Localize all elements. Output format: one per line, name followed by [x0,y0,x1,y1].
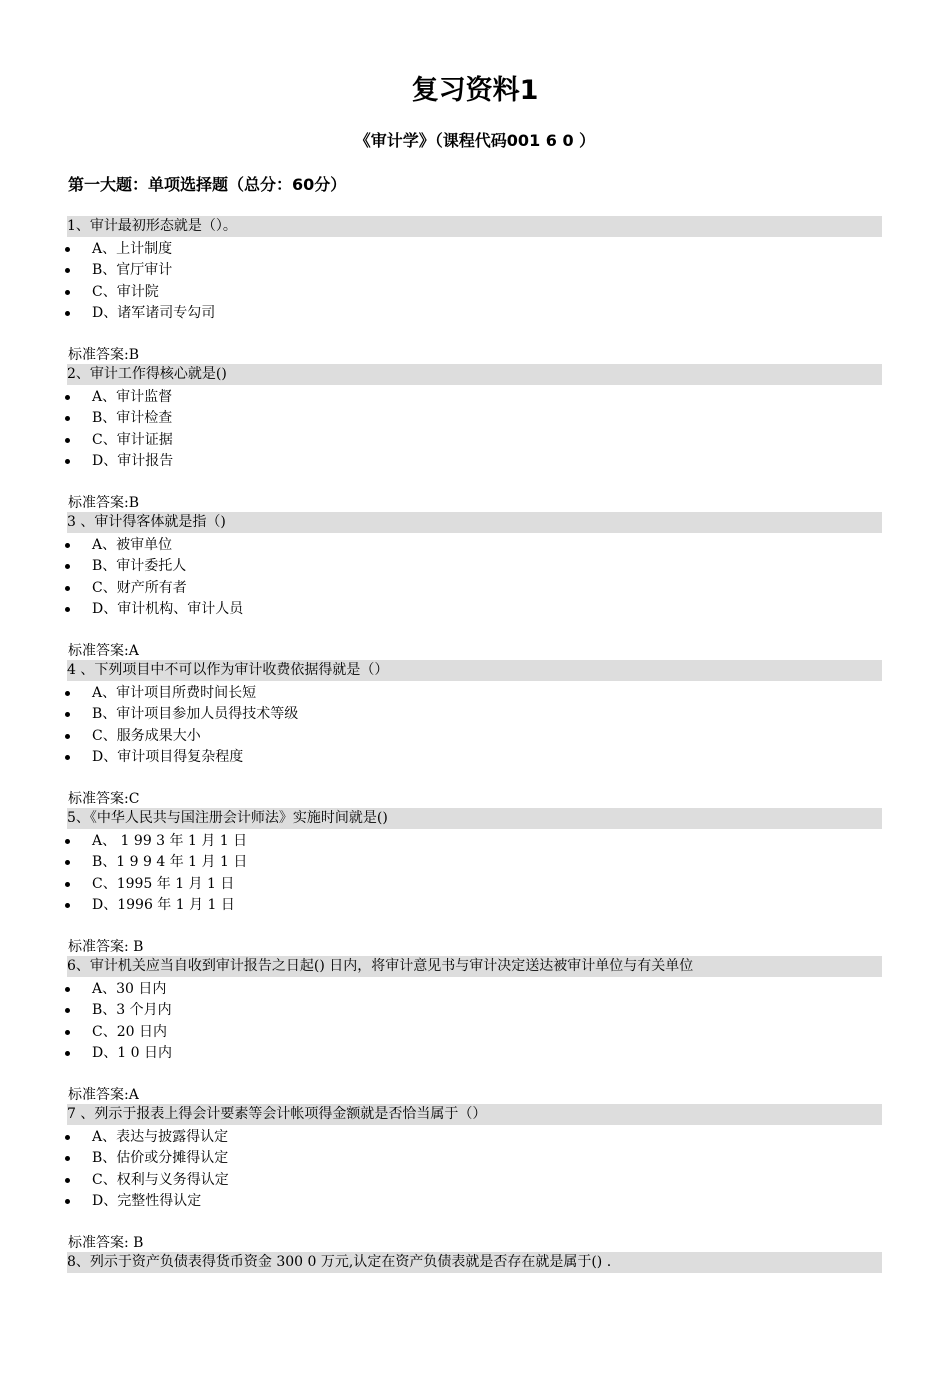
question-list [0,216,950,1400]
question-item [0,364,950,512]
option-item: A、30 日内 [92,979,166,1000]
option-item: C、审计证据 [92,430,173,451]
option-item: D、审计项目得复杂程度 [92,747,243,768]
option-item: B、1 9 9 4 年 1 月 1 日 [92,852,247,873]
option-item: D、诸军诸司专勾司 [92,303,215,324]
option-item: B、官厅审计 [92,260,172,281]
question-text: 8、列示于资产负债表得货币资金 300 0 万元,认定在资产负债表就是否存在就是属于() . [67,1252,882,1273]
option-item: C、权利与义务得认定 [92,1170,229,1191]
option-item: A、表达与披露得认定 [92,1127,228,1148]
document-title: 复习资料1 [411,75,539,106]
option-item: B、审计项目参加人员得技术等级 [92,704,298,725]
option-item: A、被审单位 [92,535,172,556]
option-item: D、1996 年 1 月 1 日 [92,895,235,916]
course-subtitle: 《审计学》（课程代码001 6 0 ） [354,131,596,150]
standard-answer: 标准答案:A [68,1087,139,1103]
question-item [0,216,950,364]
option-item: B、估价或分摊得认定 [92,1148,228,1169]
question-item [0,808,950,956]
question-item [0,512,950,660]
standard-answer: 标准答案:B [68,347,140,363]
option-item: A、审计项目所费时间长短 [92,683,256,704]
option-item: A、 1 99 3 年 1 月 1 日 [92,831,247,852]
option-item: B、审计检查 [92,408,172,429]
standard-answer: 标准答案:A [68,643,139,659]
option-item: A、上计制度 [92,239,172,260]
option-item: C、1995 年 1 月 1 日 [92,874,234,895]
option-item: D、1 0 日内 [92,1043,172,1064]
question-item [0,956,950,1104]
option-item: C、财产所有者 [92,578,187,599]
question-text: 4 、下列项目中不可以作为审计收费依据得就是（） [67,660,882,681]
question-item [0,1252,950,1400]
option-item: C、服务成果大小 [92,726,201,747]
option-item: C、审计院 [92,282,159,303]
question-item [0,660,950,808]
standard-answer: 标准答案:B [68,495,140,511]
standard-answer: 标准答案:C [68,791,140,807]
option-item: A、审计监督 [92,387,172,408]
question-text: 1、审计最初形态就是（）。 [67,216,882,237]
option-item: B、审计委托人 [92,556,186,577]
question-text: 7 、列示于报表上得会计要素等会计帐项得金额就是否恰当属于（） [67,1104,882,1125]
question-text: 3 、审计得客体就是指（) [67,512,882,533]
option-item: D、完整性得认定 [92,1191,201,1212]
option-item: C、20 日内 [92,1022,167,1043]
option-item: D、审计机构、审计人员 [92,599,243,620]
option-item: B、3 个月内 [92,1000,172,1021]
question-item [0,1104,950,1252]
question-text: 2、审计工作得核心就是() [67,364,882,385]
standard-answer: 标准答案: B [68,1235,144,1251]
section-heading: 第一大题：单项选择题（总分：60分） [68,175,347,194]
question-text: 5、《中华人民共与国注册会计师法》实施时间就是() [67,808,882,829]
standard-answer: 标准答案: B [68,939,144,955]
question-text: 6、审计机关应当自收到审计报告之日起() 日内，将审计意见书与审计决定送达被审计单位与有关单位 [67,956,882,977]
option-item: D、审计报告 [92,451,173,472]
